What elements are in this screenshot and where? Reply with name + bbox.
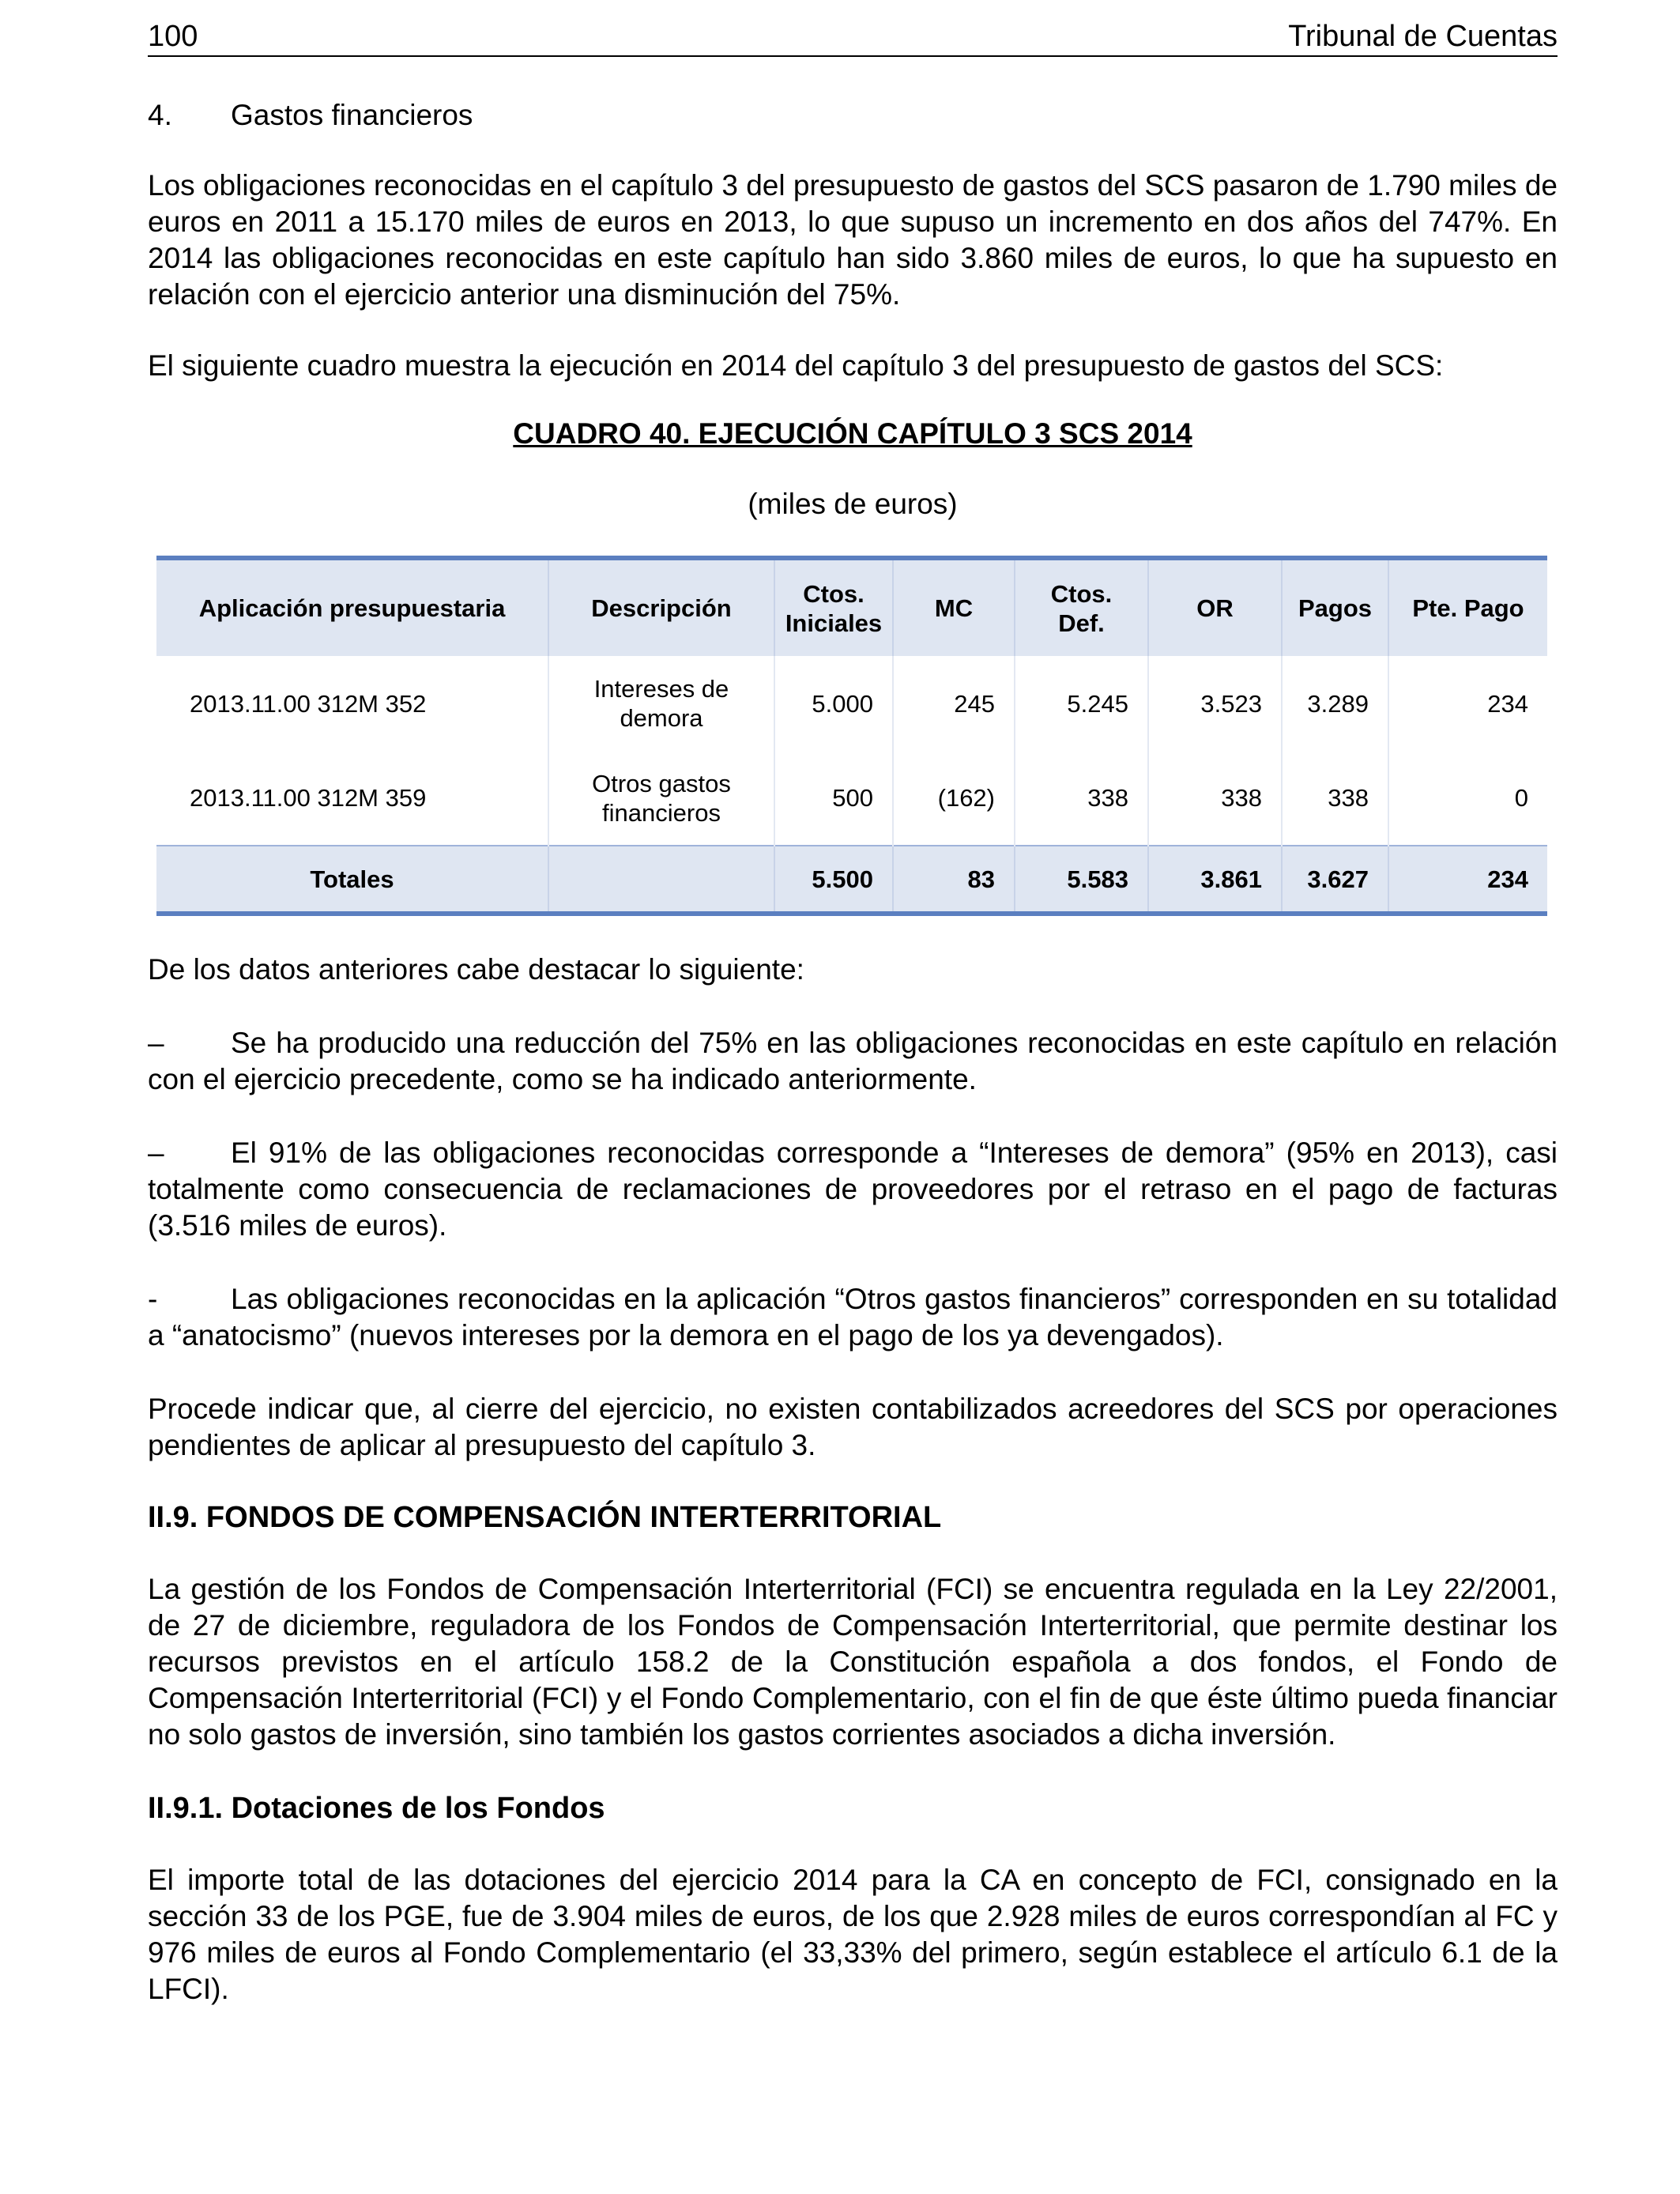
section-number: 4. <box>148 99 172 131</box>
cell-or: 3.523 <box>1148 656 1282 751</box>
totals-label: Totales <box>156 846 548 914</box>
bullet-text: El 91% de las obligaciones reconocidas corresponde a “Intereses de demora” (95% en 2013), casi totalmente como consecuencia de reclamaciones de proveedores por el retraso en el pago de facturas (3.516 miles de euros). <box>148 1137 1558 1242</box>
cell-ctos-iniciales: 500 <box>774 751 893 846</box>
cell-descripcion-line1: Otros gastos <box>592 769 731 797</box>
bullet-item <box>148 1135 1558 1244</box>
col-header-ctos-def: Ctos. Def. <box>1015 558 1148 656</box>
page-header <box>148 17 1558 57</box>
cell-descripcion <box>548 751 774 846</box>
page-body <box>148 97 1558 2007</box>
col-header-mc: MC <box>893 558 1015 656</box>
cell-ctos-def: 5.245 <box>1015 656 1148 751</box>
paragraph-dotaciones: El importe total de las dotaciones del ejercicio 2014 para la CA en concepto de FCI, consignado en la sección 33 de los PGE, fue de 3.904 miles de euros, de los que 2.928 miles de euros correspondían al FC y 976 miles de euros al Fondo Complementario (el 33,33% del primero, según establece el artículo 6.1 de la LFCI). <box>148 1864 1558 2005</box>
cell-pte-pago: 0 <box>1388 751 1547 846</box>
section-heading <box>148 97 1558 134</box>
bullet-text: Las obligaciones reconocidas en la aplicación “Otros gastos financieros” corresponden en su totalidad a “anatocismo” (nuevos intereses por la demora en el pago de los ya devengados). <box>148 1283 1558 1351</box>
cell-descripcion-line1: Intereses de <box>593 675 729 703</box>
bullet-item <box>148 1281 1558 1354</box>
bullet-item <box>148 1025 1558 1098</box>
col-header-ctos-iniciales <box>774 558 893 656</box>
cell-ctos-def: 338 <box>1015 751 1148 846</box>
paragraph-fci: La gestión de los Fondos de Compensación Interterritorial (FCI) se encuentra regulada en la Ley 22/2001, de 27 de diciembre, reguladora de los Fondos de Compensación Interterritorial, que permite destinar los recursos previstos en el artículo 158.2 de la Constitución española a dos fondos, el Fondo de Compensación Interterritorial (FCI) y el Fondo Complementario, con el fin de que éste último pueda financiar no solo gastos de inversión, sino también los gastos corrientes asociados a dicha inversión. <box>148 1573 1558 1751</box>
totals-pte-pago: 234 <box>1388 846 1547 914</box>
totals-ctos-def: 5.583 <box>1015 846 1148 914</box>
cell-mc: (162) <box>893 751 1015 846</box>
publisher-name: Tribunal de Cuentas <box>1288 20 1558 53</box>
col-header-pagos: Pagos <box>1282 558 1388 656</box>
totals-row <box>156 846 1547 914</box>
col-header-ctos-iniciales-line2: Iniciales <box>785 609 883 637</box>
section-heading-ii91: II.9.1. Dotaciones de los Fondos <box>148 1792 605 1825</box>
col-header-aplicacion: Aplicación presupuestaria <box>156 558 548 656</box>
cell-aplicacion: 2013.11.00 312M 352 <box>190 689 427 718</box>
page-number: 100 <box>148 20 198 53</box>
table-title: CUADRO 40. EJECUCIÓN CAPÍTULO 3 SCS 2014 <box>513 417 1192 450</box>
execution-table <box>156 556 1547 916</box>
paragraph-destacar: De los datos anteriores cabe destacar lo siguiente: <box>148 953 804 986</box>
cell-mc: 245 <box>893 656 1015 751</box>
cell-pagos: 338 <box>1282 751 1388 846</box>
col-header-ctos-iniciales-line1: Ctos. <box>803 579 864 608</box>
cell-descripcion-line2: financieros <box>602 798 721 827</box>
section-title: Gastos financieros <box>231 99 473 131</box>
section-heading-ii9: II.9. FONDOS DE COMPENSACIÓN INTERTERRITORIAL <box>148 1501 942 1534</box>
col-header-or: OR <box>1148 558 1282 656</box>
bullet-marker: - <box>148 1283 158 1315</box>
totals-ctos-iniciales: 5.500 <box>774 846 893 914</box>
bullet-marker: – <box>148 1027 164 1059</box>
col-header-descripcion: Descripción <box>548 558 774 656</box>
paragraph-intro-table: El siguiente cuadro muestra la ejecución en 2014 del capítulo 3 del presupuesto de gastos del SCS: <box>148 349 1444 382</box>
bullet-marker: – <box>148 1137 164 1169</box>
paragraph-acreedores: Procede indicar que, al cierre del ejercicio, no existen contabilizados acreedores del SCS por operaciones pendientes de aplicar al presupuesto del capítulo 3. <box>148 1393 1558 1461</box>
paragraph-obligaciones: Los obligaciones reconocidas en el capítulo 3 del presupuesto de gastos del SCS pasaron de 1.790 miles de euros en 2011 a 15.170 miles de euros en 2013, lo que supuso un incremento en dos años del 747%. En 2014 las obligaciones reconocidas en este capítulo han sido 3.860 miles de euros, lo que ha supuesto en relación con el ejercicio anterior una disminución del 75%. <box>148 169 1558 311</box>
col-header-pte-pago: Pte. Pago <box>1388 558 1547 656</box>
totals-pagos: 3.627 <box>1282 846 1388 914</box>
totals-mc: 83 <box>893 846 1015 914</box>
cell-descripcion <box>548 656 774 751</box>
totals-or: 3.861 <box>1148 846 1282 914</box>
cell-descripcion-line2: demora <box>620 704 703 732</box>
cell-or: 338 <box>1148 751 1282 846</box>
cell-ctos-iniciales: 5.000 <box>774 656 893 751</box>
table-header-row <box>156 558 1547 656</box>
cell-aplicacion: 2013.11.00 312M 359 <box>190 784 427 812</box>
cell-pagos: 3.289 <box>1282 656 1388 751</box>
table-row <box>156 751 1547 846</box>
bullet-text: Se ha producido una reducción del 75% en las obligaciones reconocidas en este capítulo en relación con el ejercicio precedente, como se ha indicado anteriormente. <box>148 1027 1558 1095</box>
cell-pte-pago: 234 <box>1388 656 1547 751</box>
table-units: (miles de euros) <box>748 488 958 520</box>
table-row <box>156 656 1547 751</box>
totals-empty-cell <box>548 846 774 914</box>
